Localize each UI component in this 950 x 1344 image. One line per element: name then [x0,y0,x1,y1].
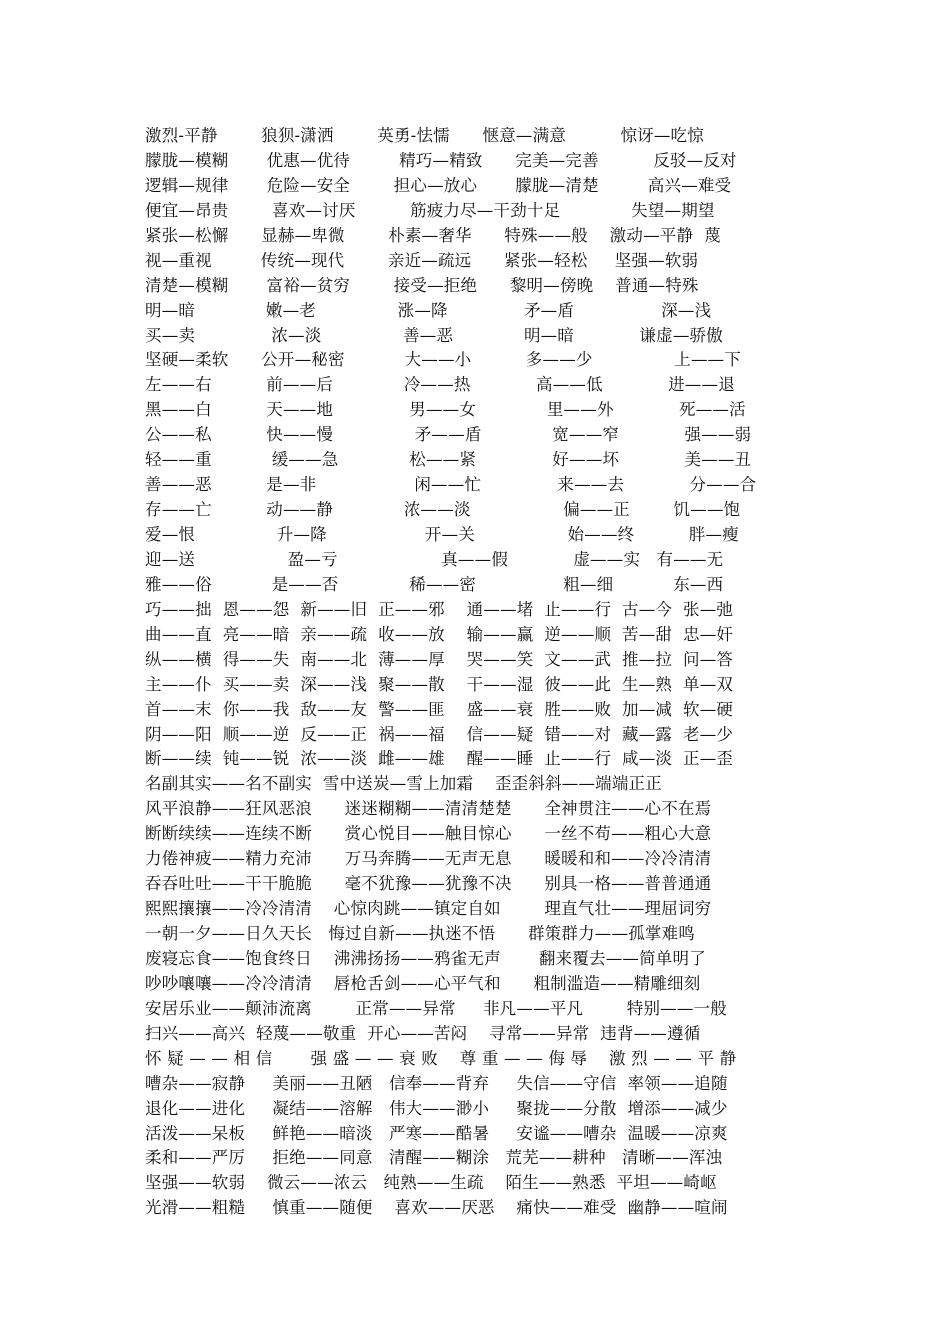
antonym-line: 力倦神疲——精力充沛 万马奔腾——无声无息 暖暖和和——冷冷清清 [145,849,712,869]
antonym-line: 断——续 钝——锐 浓——淡 雌——雄 醒——睡 止——行 咸—淡 正—歪 [145,749,734,769]
antonym-line: 首——末 你——我 敌——友 警——匪 盛——衰 胜——败 加—减 软—硬 [145,699,734,719]
antonym-line: 断断续续——连续不断 赏心悦目——触目惊心 一丝不苟——粗心大意 [145,824,712,844]
antonym-line: 逻辑—规律 危险—安全 担心—放心 朦胧—清楚 高兴—难受 [145,175,732,195]
antonym-line: 迎—送 盈—亏 真——假 虚——实 有——无 [145,549,724,569]
antonym-line: 吞吞吐吐——干干脆脆 毫不犹豫——犹豫不决 别具一格——普普通通 [145,874,712,894]
antonym-line: 黑——白 天——地 男——女 里——外 死——活 [145,400,746,420]
antonym-line: 激烈-平静 狼狈-潇洒 英勇-怯懦 惬意—满意 惊讶—吃惊 [145,126,704,145]
antonym-line: 光滑——粗糙 慎重——随便 喜欢——厌恶 痛快——难受 幽静——喧闹 [145,1198,728,1218]
antonym-line: 存——亡 动——静 浓——淡 偏——正 饥——饱 [145,500,741,520]
antonym-line: 爱—恨 升—降 开—关 始——终 胖—瘦 [145,525,739,544]
antonym-line: 雅——俗 是——否 稀——密 粗—细 东—西 [145,574,724,594]
antonym-line: 坚强——软弱 微云——浓云 纯熟——生疏 陌生——熟悉 平坦——崎岖 [145,1173,717,1193]
antonym-line: 公——私 快——慢 矛——盾 宽——窄 强——弱 [145,425,752,445]
antonym-line: 紧张—松懈 显赫—卑微 朴素—奢华 特殊——般 激动—平静 蔑 [145,225,721,245]
antonym-line: 清楚—模糊 富裕—贫穷 接受—拒绝 黎明—傍晚 普通—特殊 [145,275,699,295]
antonym-line: 废寝忘食——饱食终日 沸沸扬扬——鸦雀无声 翻来覆去——简单明了 [145,948,706,968]
antonym-line: 活泼——呆板 鲜艳——暗淡 严寒——酷暑 安谧——嘈杂 温暖——凉爽 [145,1123,728,1143]
antonym-line: 善——恶 是—非 闲——忙 来——去 分——合 [145,475,757,495]
antonym-line: 纵——横 得——失 南——北 薄——厚 哭——笑 文——武 推—拉 问—答 [145,649,734,669]
antonym-line: 左——右 前——后 冷——热 高——低 进——退 [145,375,735,395]
antonym-line: 熙熙攘攘——冷冷清清 心惊肉跳——镇定自如 理直气壮——理屈词穷 [145,899,712,919]
antonym-line: 曲——直 亮——暗 亲——疏 收——放 输——赢 逆——顺 苦—甜 忠—奸 [145,624,734,644]
antonym-line: 嘈杂——寂静 美丽——丑陋 信奉——背弃 失信——守信 率领——追随 [145,1073,728,1093]
antonym-line: 明—暗 嫩—老 涨—降 矛—盾 深—浅 [145,300,712,320]
antonym-line: 巧——拙 恩——怨 新——旧 正——邪 通——堵 止——行 古—今 张—弛 [145,599,734,619]
antonym-line: 名副其实——名不副实 雪中送炭—雪上加霜 歪歪斜斜——端端正正 [145,774,662,794]
antonym-line: 柔和——严厉 拒绝——同意 清醒——糊涂 荒芜——耕种 清晰——浑浊 [145,1148,723,1168]
antonym-line: 扫兴——高兴 轻蔑——敬重 开心——苦闷 寻常——异常 违背——遵循 [145,1023,701,1043]
antonym-line: 安居乐业——颠沛流离 正常——异常 非凡——平凡 特别——一般 [145,998,727,1018]
antonym-line: 一朝一夕——日久天长 悔过自新——执迷不悟 群策群力——孤掌难鸣 [145,924,696,943]
antonym-line: 朦胧—模糊 优惠—优待 精巧—精致 完美—完善 反驳—反对 [145,150,737,170]
antonym-line: 便宜—昂贵 喜欢—讨厌 筋疲力尽—干劲十足 失望—期望 [145,200,715,220]
antonym-line: 风平浪静——狂风恶浪 迷迷糊糊——清清楚楚 全神贯注——心不在焉 [145,799,712,819]
antonym-line: 吵吵嚷嚷——冷冷清清 唇枪舌剑——心平气和 粗制滥造——精雕细刻 [145,973,701,993]
antonym-word-list [145,124,810,1221]
antonym-line: 退化——进化 凝结——溶解 伟大——渺小 聚拢——分散 增添——减少 [145,1098,728,1118]
antonym-line: 阴——阳 顺——逆 反——正 祸——福 信——疑 错——对 藏—露 老—少 [145,724,734,744]
antonym-line: 主——仆 买——卖 深——浅 聚——散 干——湿 彼——此 生—熟 单—双 [145,674,734,694]
antonym-line: 怀 疑 — — 相 信 强 盛 — — 衰 败 尊 重 — — 侮 辱 激 烈 — — 平 静 [145,1048,737,1068]
antonym-line: 轻——重 缓——急 松——紧 好——坏 美——丑 [145,450,752,470]
antonym-line: 买—卖 浓—淡 善—恶 明—暗 谦虚—骄傲 [145,325,723,345]
antonym-line: 坚硬—柔软 公开—秘密 大——小 多——少 上——下 [145,350,742,370]
antonym-line: 视—重视 传统—现代 亲近—疏远 紧张—轻松 坚强—软弱 [145,250,699,270]
